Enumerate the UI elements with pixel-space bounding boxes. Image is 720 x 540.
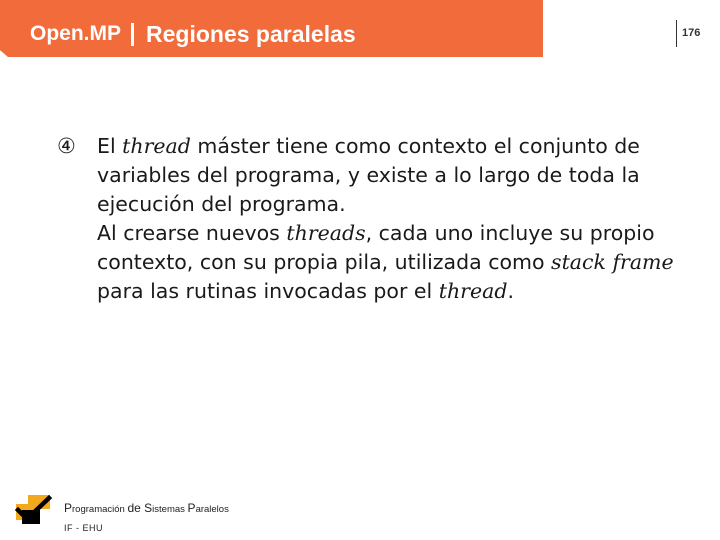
page-number-divider	[676, 20, 677, 47]
section-title: Regiones paralelas	[146, 20, 356, 47]
bullet-item	[57, 132, 677, 219]
footer-institution: IF - EHU	[64, 523, 103, 533]
paragraph-2	[97, 219, 677, 306]
text-run: El	[97, 134, 123, 158]
text-run: máster tiene como contexto el conjunto de variables del programa, y existe a lo largo de toda la ejecución del programa.	[97, 134, 640, 216]
slide-content	[57, 132, 677, 306]
slide-title	[30, 14, 356, 54]
italic-term: thread	[438, 279, 508, 303]
footer	[64, 501, 229, 533]
footer-text-run: P	[64, 501, 73, 515]
paragraph-1	[97, 132, 677, 219]
footer-text-run: P	[187, 501, 196, 515]
text-run: Al crearse nuevos	[97, 221, 287, 245]
italic-term: thread	[122, 134, 191, 158]
footer-course-name	[64, 501, 229, 515]
footer-text-run: rogramación	[72, 504, 128, 515]
footer-text-run: istemas	[152, 504, 188, 515]
italic-term: stack frame	[551, 250, 674, 274]
text-run: .	[507, 279, 514, 303]
footer-text-run: de	[127, 501, 141, 515]
course-title: Open.MP	[30, 22, 122, 45]
italic-term: threads	[286, 221, 366, 245]
footer-text-run: aralelos	[195, 504, 229, 515]
bullet-marker: ④	[57, 134, 76, 158]
footer-text-run: S	[140, 501, 153, 515]
text-run: para las rutinas invocadas por el	[97, 279, 439, 303]
text-run: , cada uno incluye su propio contexto, con su propia pila, utilizada como	[97, 221, 655, 274]
checkmark-logo-icon	[14, 492, 54, 526]
page-number: 176	[682, 27, 701, 39]
title-separator	[131, 23, 134, 46]
